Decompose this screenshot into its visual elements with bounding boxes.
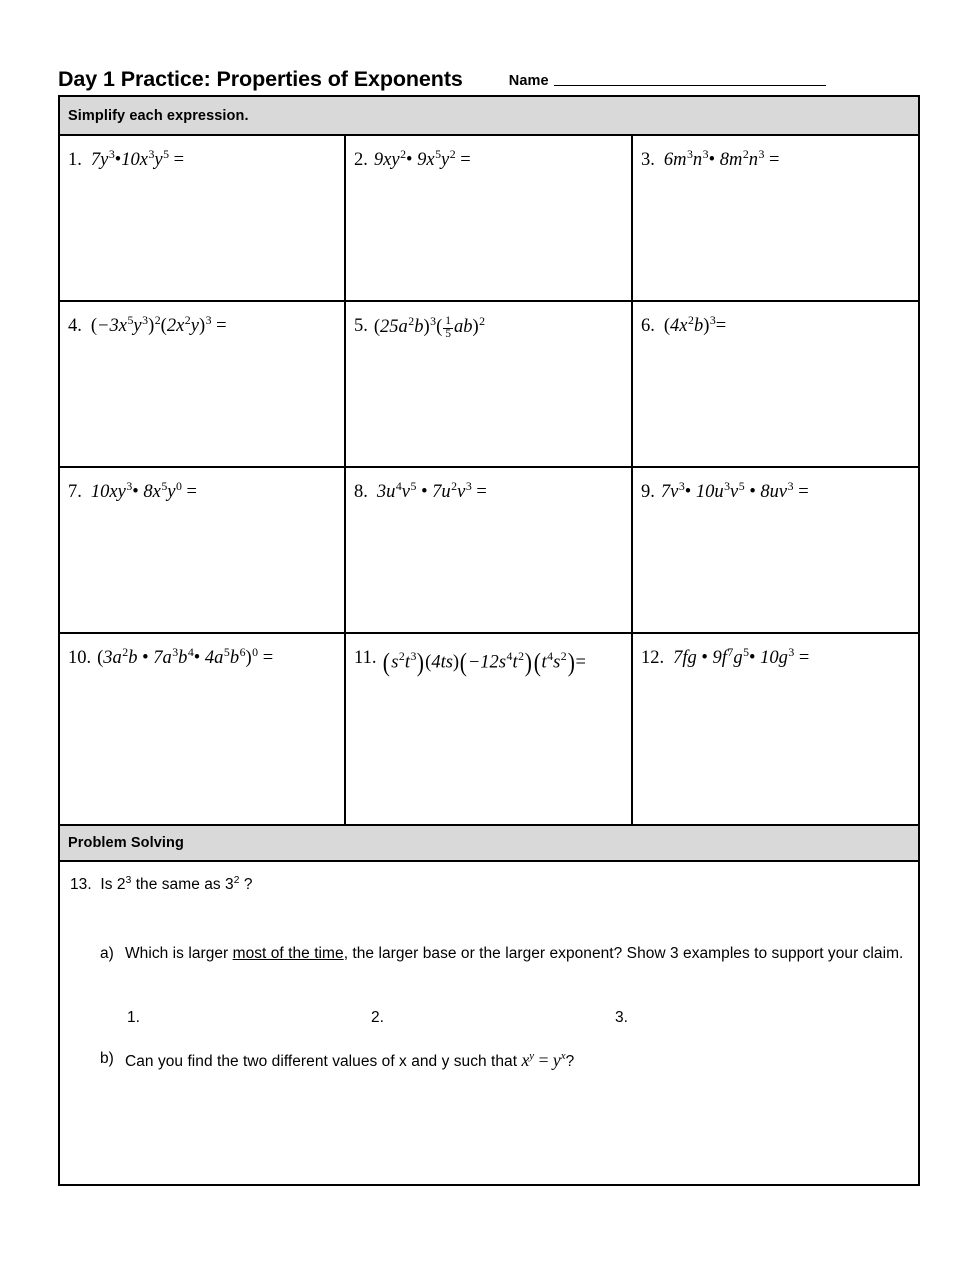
part-a-text-2: , the larger base or the larger exponent? Show 3 examples to support your claim. (343, 945, 904, 963)
example-slot-1[interactable]: 1. (127, 1008, 140, 1026)
simplify-section-label: Simplify each expression. (68, 107, 249, 124)
part-b-letter: b) (100, 1049, 114, 1067)
problem-cell-2[interactable] (346, 136, 633, 300)
question-13-part-b (70, 1049, 908, 1072)
part-b-base-x: x (521, 1049, 530, 1070)
table-row (60, 468, 918, 634)
problem-number: 2. (354, 150, 368, 170)
problem-cell-4[interactable] (60, 302, 346, 466)
problem-number: 4. (68, 316, 82, 336)
page-header (58, 56, 920, 90)
question-13-text-before: Is 2 (100, 876, 126, 893)
problem-expression: $3u^4v^5$ • $7u^2v^3$ = (376, 478, 487, 502)
part-b-exponent-x: x (560, 1049, 566, 1062)
problem-6 (641, 312, 910, 337)
part-b-text-main: Can you find the two different values of x and y such that (125, 1052, 522, 1070)
problem-number: 6. (641, 316, 655, 336)
problem-9 (641, 478, 910, 503)
problem-solving-section-label: Problem Solving (68, 835, 184, 851)
part-a-letter: a) (100, 945, 114, 963)
worksheet-table (58, 95, 920, 1186)
question-13-text-after: ? (243, 876, 253, 893)
problem-cell-12[interactable] (633, 634, 918, 824)
example-slot-3[interactable]: 3. (615, 1008, 628, 1026)
problem-8 (354, 478, 623, 503)
problem-expression: ($3a^2b$ • $7a^3b^4•$ $4a^5b^6)^0$ = (97, 644, 274, 668)
part-a-text-1: Which is larger (125, 945, 233, 963)
name-input-line[interactable] (554, 85, 826, 86)
name-label: Name (508, 73, 549, 89)
example-slot-2[interactable]: 2. (371, 1008, 384, 1026)
problem-number: 7. (68, 482, 82, 502)
problem-expression: $(25a^2b)^3$( $\frac{1}{5}$ ab)$^2$ (373, 313, 486, 340)
problem-cell-9[interactable] (633, 468, 918, 632)
problem-12 (641, 644, 910, 669)
part-b-text (125, 1049, 574, 1072)
problem-cell-10[interactable] (60, 634, 346, 824)
problem-solving-body[interactable] (60, 862, 918, 1184)
problem-expression: $(s^2t^3)(4ts)(-12s^4t^2)(t^4s^2)=$ (383, 648, 586, 677)
question-13-exponent-2: 2 (233, 874, 240, 886)
problem-11 (354, 648, 623, 678)
problem-number: 10. (68, 648, 92, 668)
problem-cell-1[interactable] (60, 136, 346, 300)
simplify-section-header (60, 97, 918, 136)
problem-expression: $10xy^3•$ $8x^5y^0$ = (90, 478, 197, 502)
problem-expression: $6m^3n^3•$ $8m^2n^3$ = (663, 146, 780, 170)
question-13-exponent-1: 3 (125, 874, 132, 886)
problem-number: 1. (68, 150, 82, 170)
part-b-equals: = (534, 1049, 553, 1070)
problem-number: 12. (641, 648, 665, 668)
problem-expression: $7y^3•10x^3y^5$ = (90, 146, 185, 170)
problem-expression: 7fg • $9f^7g^5•$ $10g^3$ = (673, 644, 810, 668)
problem-10 (68, 644, 336, 669)
problem-number: 9. (641, 482, 655, 502)
problem-number: 3. (641, 150, 655, 170)
problem-2 (354, 146, 623, 171)
problem-expression: $7v^3•$ $10u^3v^5$ • $8uv^3$ = (660, 478, 809, 502)
problem-3 (641, 146, 910, 171)
problem-number: 8. (354, 482, 368, 502)
problem-cell-5[interactable] (346, 302, 633, 466)
problem-7 (68, 478, 336, 503)
part-a-example-slots (70, 1009, 908, 1027)
problem-cell-3[interactable] (633, 136, 918, 300)
table-row (60, 302, 918, 468)
part-b-base-y: y (552, 1049, 561, 1070)
part-a-underlined-phrase: most of the time (232, 945, 344, 963)
part-b-exponent-y: y (529, 1049, 535, 1062)
question-13 (70, 875, 908, 895)
problem-expression: $(-3x^5y^3)^2(2x^2y)^3$ = (90, 312, 227, 336)
problem-number: 5. (354, 316, 368, 336)
question-13-text-middle: the same as 3 (135, 876, 234, 893)
table-row (60, 634, 918, 824)
problem-4 (68, 312, 336, 337)
problem-cell-7[interactable] (60, 468, 346, 632)
problem-cell-6[interactable] (633, 302, 918, 466)
problem-cell-8[interactable] (346, 468, 633, 632)
problem-number: 11. (354, 648, 377, 668)
page-title: Day 1 Practice: Properties of Exponents (58, 66, 463, 91)
question-13-number: 13. (70, 876, 92, 893)
problem-solving-section-header (60, 824, 918, 862)
problem-expression: $9xy^2•$ $9x^5y^2$ = (373, 146, 471, 170)
fraction-one-fifth: $\frac{1}{5}$ (445, 315, 451, 340)
name-field-group (509, 73, 826, 90)
problem-5 (354, 313, 623, 340)
problem-1 (68, 146, 336, 171)
problem-cell-11[interactable] (346, 634, 633, 824)
table-row (60, 136, 918, 302)
problem-expression: $(4x^2b)^3=$ (663, 312, 727, 336)
question-13-part-a (70, 944, 908, 964)
part-a-text (125, 944, 903, 964)
part-b-equation (521, 1050, 565, 1070)
part-b-text-end: ? (565, 1052, 575, 1070)
